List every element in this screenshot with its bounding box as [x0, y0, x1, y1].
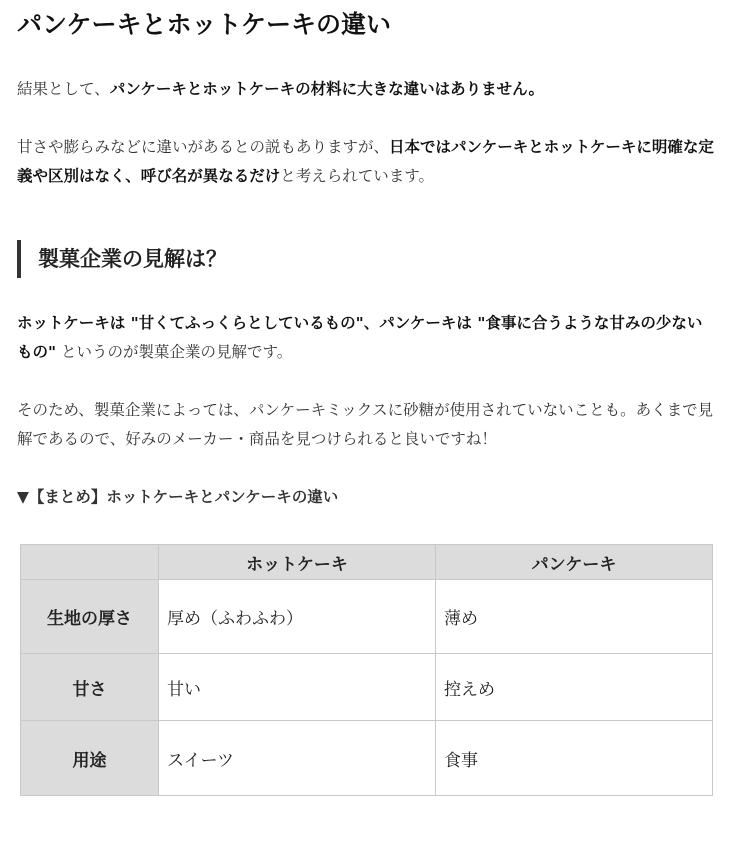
paragraph-manufacturer-tail: というのが製菓企業の見解です。	[56, 343, 293, 361]
cell-hotcake: スイーツ	[159, 721, 436, 796]
table-header-row	[21, 545, 713, 580]
paragraph-conclusion-text: 結果として、	[17, 80, 110, 98]
row-label: 用途	[21, 721, 159, 796]
paragraph-manufacturer-view	[17, 309, 717, 367]
paragraph-definition-tail: と考えられています。	[280, 167, 434, 185]
table-row	[21, 654, 713, 721]
paragraph-definition	[17, 133, 717, 191]
summary-heading: ▼【まとめ】ホットケーキとパンケーキの違い	[17, 488, 339, 506]
row-label: 生地の厚さ	[21, 580, 159, 654]
table-row	[21, 721, 713, 796]
section-heading: 製菓企業の見解は？	[17, 240, 227, 278]
page-title: パンケーキとホットケーキの違い	[17, 10, 392, 39]
paragraph-definition-text: 甘さや膨らみなどに違いがあるとの説もありますが、	[17, 138, 390, 156]
table-header-pancake: パンケーキ	[436, 545, 713, 580]
table-header-hotcake: ホットケーキ	[159, 545, 436, 580]
cell-pancake: 薄め	[436, 580, 713, 654]
cell-hotcake: 厚め（ふわふわ）	[159, 580, 436, 654]
table-header-blank	[21, 545, 159, 580]
paragraph-note: そのため、製菓企業によっては、パンケーキミックスに砂糖が使用されていないことも。あくまで見解であるので、好みのメーカー・商品を見つけられると良いですね！	[17, 401, 714, 448]
paragraph-manufacturer-bold: ホットケーキは "甘くてふっくらとしているもの"、パンケーキは "食事に合うような甘みの少ないもの"	[17, 314, 703, 361]
paragraph-conclusion	[17, 75, 717, 104]
cell-pancake: 食事	[436, 721, 713, 796]
comparison-table	[20, 544, 713, 796]
paragraph-conclusion-bold: パンケーキとホットケーキの材料に大きな違いはありません。	[109, 80, 545, 98]
cell-pancake: 控えめ	[436, 654, 713, 721]
row-label: 甘さ	[21, 654, 159, 721]
cell-hotcake: 甘い	[159, 654, 436, 721]
table-row	[21, 580, 713, 654]
paragraph-definition-bold: 日本ではパンケーキとホットケーキに明確な定義や区別はなく、呼び名が異なるだけ	[17, 138, 714, 185]
